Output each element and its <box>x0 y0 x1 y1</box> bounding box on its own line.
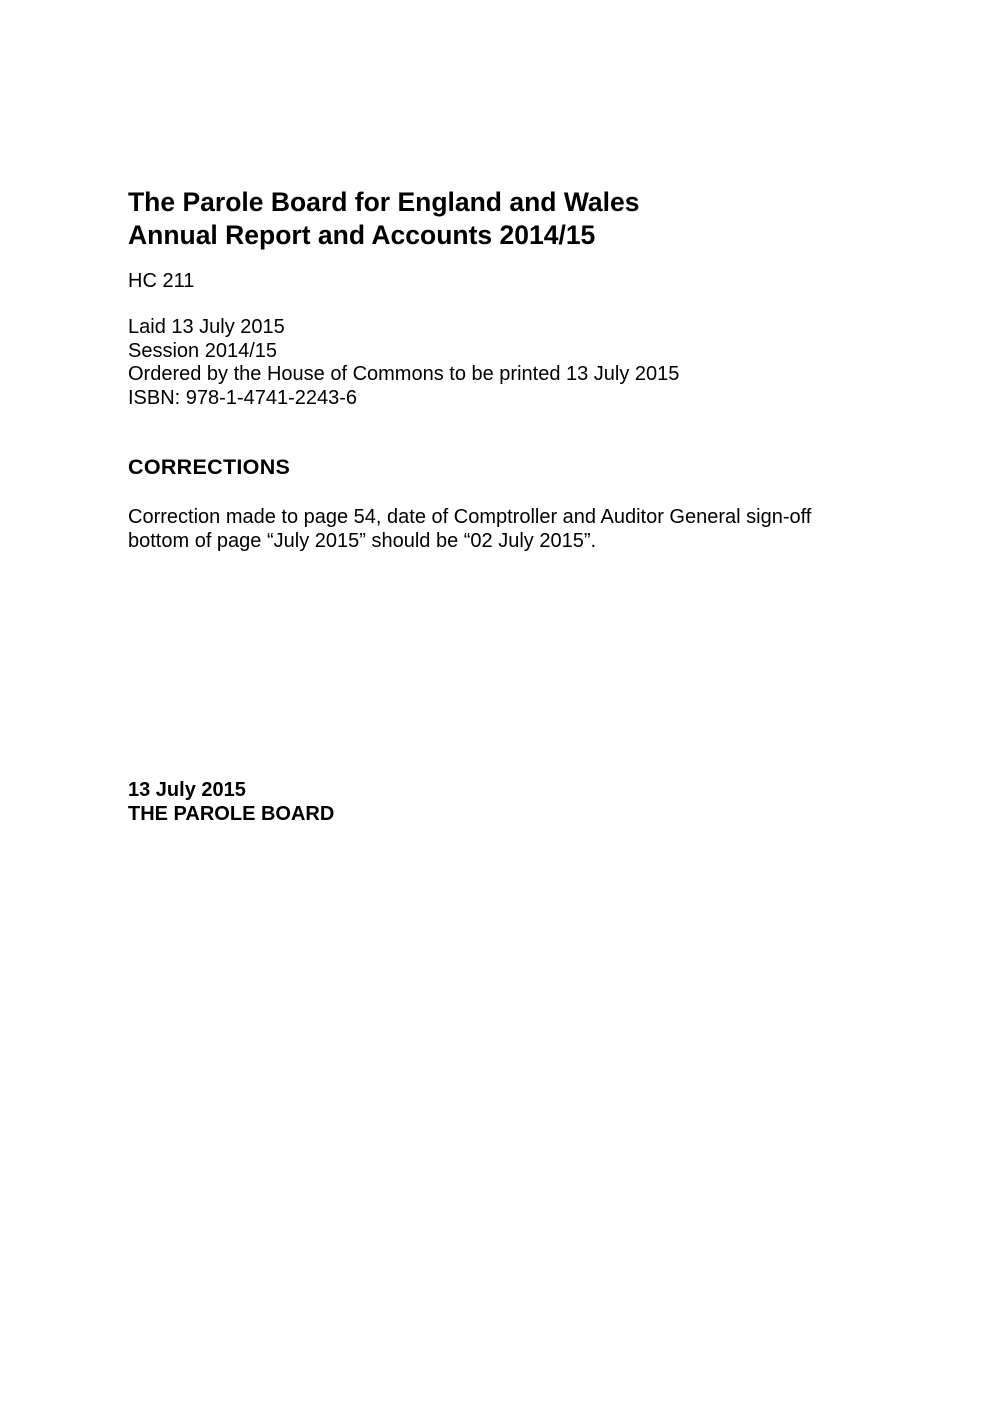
laid-date-line: Laid 13 July 2015 <box>128 316 285 338</box>
publication-details <box>128 316 679 410</box>
document-title-line-2: Annual Report and Accounts 2014/15 <box>128 220 596 250</box>
hc-reference: HC 211 <box>128 270 195 292</box>
document-title <box>128 186 639 252</box>
correction-paragraph-line-2: bottom of page “July 2015” should be “02 July 2015”. <box>128 529 597 552</box>
correction-paragraph <box>128 506 811 553</box>
ordered-by-line: Ordered by the House of Commons to be printed 13 July 2015 <box>128 363 680 385</box>
signoff-date: 13 July 2015 <box>128 779 246 801</box>
session-line: Session 2014/15 <box>128 339 278 362</box>
isbn-line: ISBN: 978-1-4741-2243-6 <box>128 386 358 409</box>
correction-paragraph-line-1: Correction made to page 54, date of Comptroller and Auditor General sign-off <box>128 506 812 528</box>
signoff-block <box>128 779 334 826</box>
signoff-organisation: THE PAROLE BOARD <box>128 802 335 825</box>
document-title-line-1: The Parole Board for England and Wales <box>128 187 640 217</box>
corrections-heading: CORRECTIONS <box>128 455 291 479</box>
